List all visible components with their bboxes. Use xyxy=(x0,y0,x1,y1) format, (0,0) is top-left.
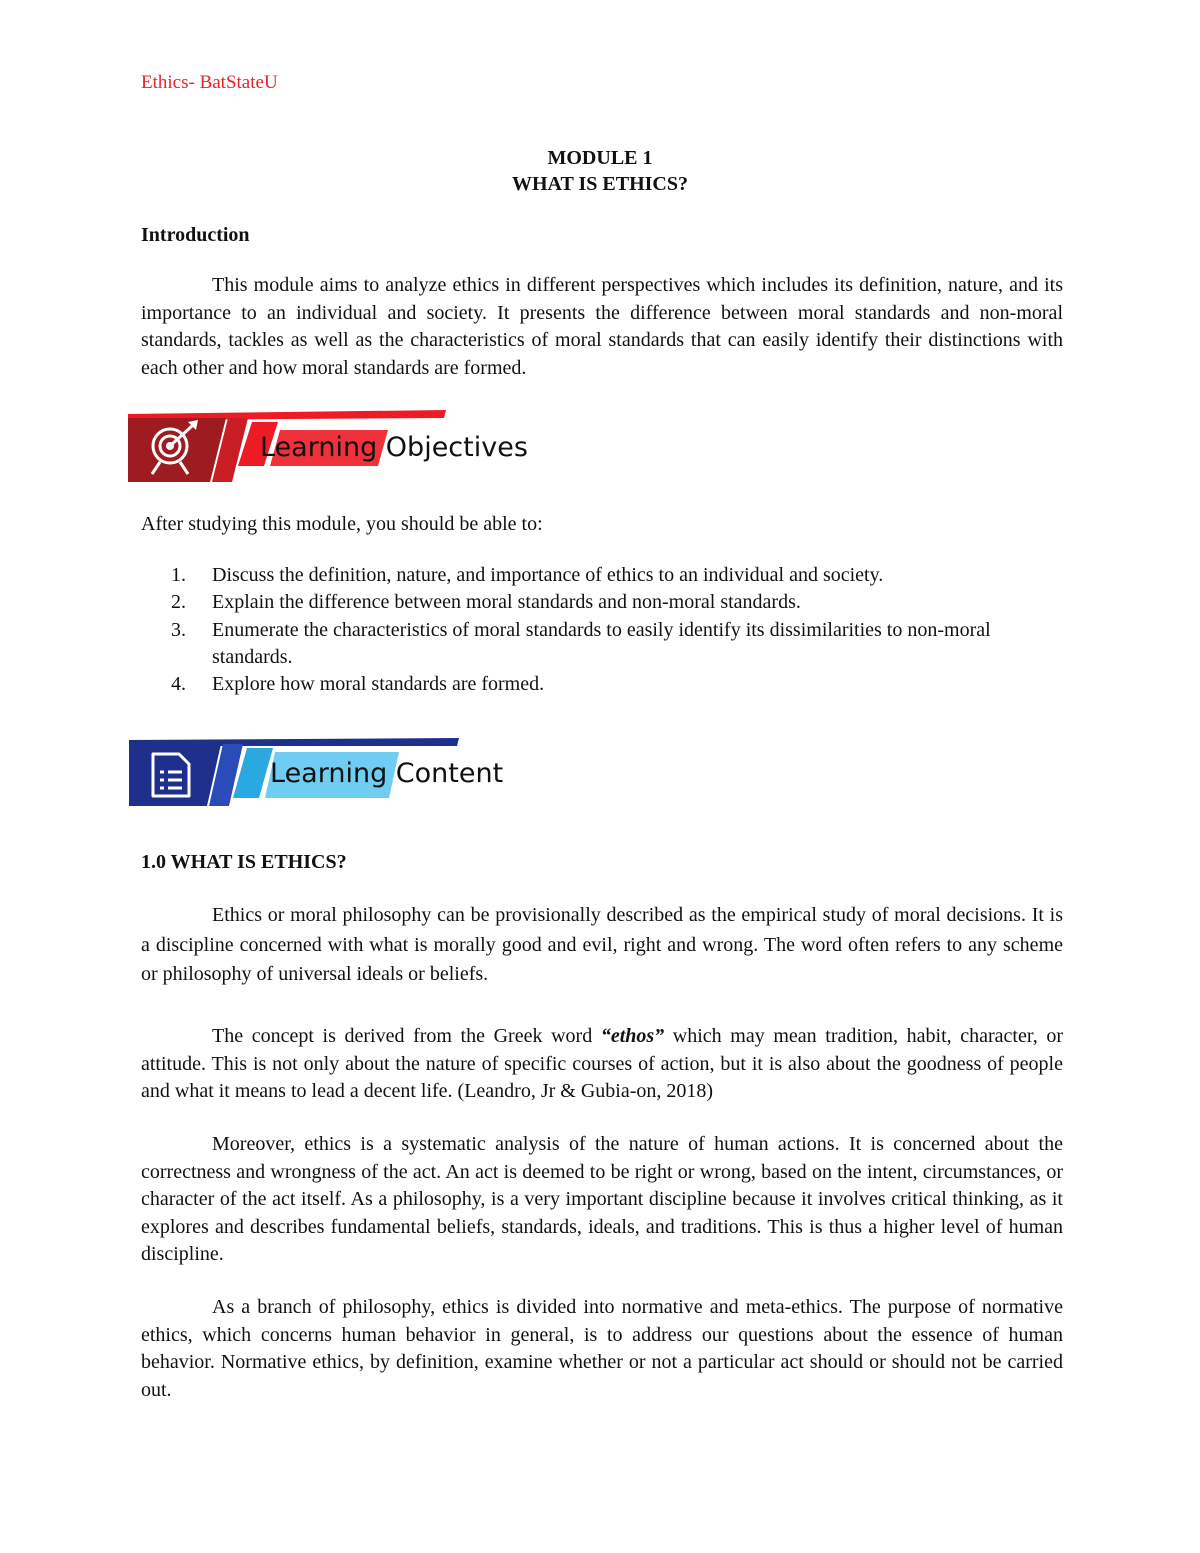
learning-objectives-title: Learning Objectives xyxy=(260,432,528,463)
header-tag: Ethics- BatStateU xyxy=(141,72,278,93)
section-heading: 1.0 WHAT IS ETHICS? xyxy=(141,851,347,873)
objectives-lead: After studying this module, you should be able to: xyxy=(141,513,543,535)
content-paragraph-4: As a branch of philosophy, ethics is divided into normative and meta-ethics. The purpose of normative ethics, which concerns human behavior in general, is to address our questions about the essence of human behavior. Normative ethics, by definition, examine whether or not a particular act should or should not be carried out. xyxy=(141,1296,1063,1401)
introduction-paragraph: This module aims to analyze ethics in different perspectives which includes its definition, nature, and its importance to an individual and society. It presents the difference between moral standards and non-moral standards, tackles as well as the characteristics of moral standards that can easily identify their distinctions with each other and how moral standards are formed. xyxy=(141,274,1063,379)
module-heading xyxy=(0,145,1200,197)
ethos-term: “ethos” xyxy=(600,1025,665,1047)
list-item: 1. Discuss the definition, nature, and importance of ethics to an individual and society. xyxy=(171,564,884,586)
content-paragraph-1: Ethics or moral philosophy can be provisionally described as the empirical study of moral decisions. It is a discipline concerned with what is morally good and evil, right and wrong. The word often refers to any scheme or philosophy of universal ideals or beliefs. xyxy=(141,904,1063,985)
module-number: MODULE 1 xyxy=(547,147,653,169)
module-title: WHAT IS ETHICS? xyxy=(512,173,688,195)
list-item: 2. Explain the difference between moral standards and non-moral standards. xyxy=(171,591,801,614)
objectives-list xyxy=(141,562,1063,698)
content-paragraph-2: The concept is derived from the Greek word “ethos” which may mean tradition, habit, character, or attitude. This is not only about the nature of specific courses of action, but it is also about the goodness of people and what it means to lead a decent life. (Leandro, Jr & Gubia-on, 2018) xyxy=(141,1025,1063,1102)
content-paragraph-3: Moreover, ethics is a systematic analysis of the nature of human actions. It is concerned about the correctness and wrongness of the act. An act is deemed to be right or wrong, based on the intent, circumstances, or character of the act itself. As a philosophy, is a very important discipline because it involves critical thinking, as it explores and describes fundamental beliefs, standards, ideals, and traditions. This is thus a higher level of human discipline. xyxy=(141,1133,1063,1265)
list-item: 3. Enumerate the characteristics of moral standards to easily identify its dissimilarities to non-moral standards. xyxy=(171,618,991,668)
learning-content-title: Learning Content xyxy=(270,758,504,789)
introduction-heading: Introduction xyxy=(141,224,250,246)
list-item: 4. Explore how moral standards are formed. xyxy=(171,673,545,696)
